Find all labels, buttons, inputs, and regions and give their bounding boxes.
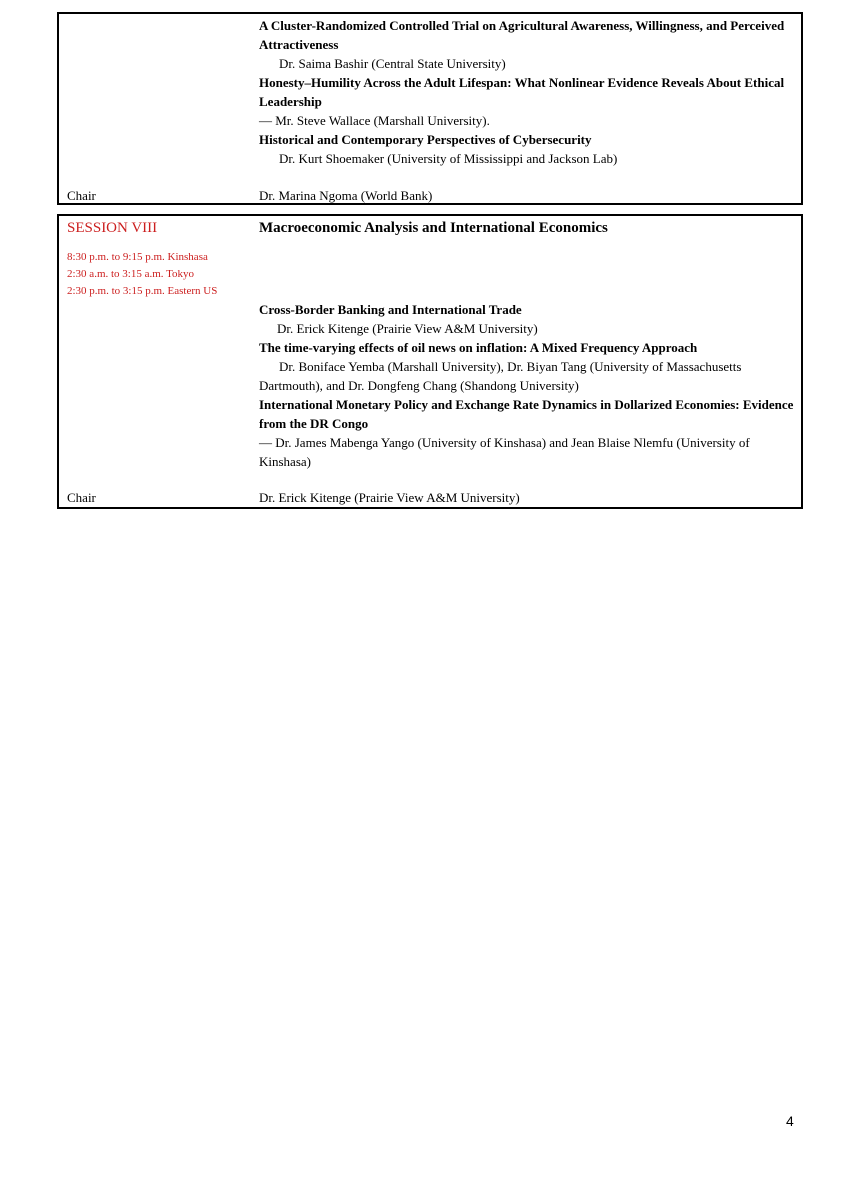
page-number: 4 — [786, 1113, 794, 1129]
paper-title: Cross-Border Banking and International Trade — [259, 302, 522, 317]
paper-title: International Monetary Policy and Exchange Rate Dynamics in Dollarized Economies: Evidence from the DR Congo — [259, 397, 794, 431]
chair-name: Dr. Erick Kitenge (Prairie View A&M University) — [259, 490, 520, 505]
paper-authors: Dr. Boniface Yemba (Marshall University), Dr. Biyan Tang (University of Massachusetts Dartmouth), and Dr. Dongfeng Chang (Shandong University) — [259, 359, 742, 393]
paper-title: Honesty–Humility Across the Adult Lifespan: What Nonlinear Evidence Reveals About Ethical Leadership — [259, 75, 785, 109]
session-8-box — [57, 214, 803, 509]
paper-title: The time-varying effects of oil news on inflation: A Mixed Frequency Approach — [259, 340, 698, 355]
paper-title: Historical and Contemporary Perspectives of Cybersecurity — [259, 132, 592, 147]
paper-authors: Dr. Saima Bashir (Central State University) — [279, 56, 506, 71]
chair-name: Dr. Marina Ngoma (World Bank) — [259, 188, 433, 203]
session-time-tokyo: 2:30 a.m. to 3:15 a.m. Tokyo — [67, 268, 195, 280]
chair-label: Chair — [67, 188, 96, 203]
paper-authors: Dr. Kurt Shoemaker (University of Mississippi and Jackson Lab) — [279, 151, 618, 166]
session-title: Macroeconomic Analysis and International Economics — [259, 220, 608, 236]
chair-label: Chair — [67, 490, 96, 505]
session-time-eastern-us: 2:30 p.m. to 3:15 p.m. Eastern US — [67, 285, 218, 297]
paper-authors: — Mr. Steve Wallace (Marshall University). — [259, 113, 490, 128]
paper-title: A Cluster-Randomized Controlled Trial on Agricultural Awareness, Willingness, and Perceived Attractiveness — [259, 18, 785, 52]
paper-authors: Dr. Erick Kitenge (Prairie View A&M University) — [277, 321, 538, 336]
paper-authors: — Dr. James Mabenga Yango (University of Kinshasa) and Jean Blaise Nlemfu (University of Kinshasa) — [259, 435, 750, 469]
session-label: SESSION VIII — [67, 220, 158, 236]
session-time-kinshasa: 8:30 p.m. to 9:15 p.m. Kinshasa — [67, 251, 208, 263]
session-7-box — [57, 12, 803, 205]
